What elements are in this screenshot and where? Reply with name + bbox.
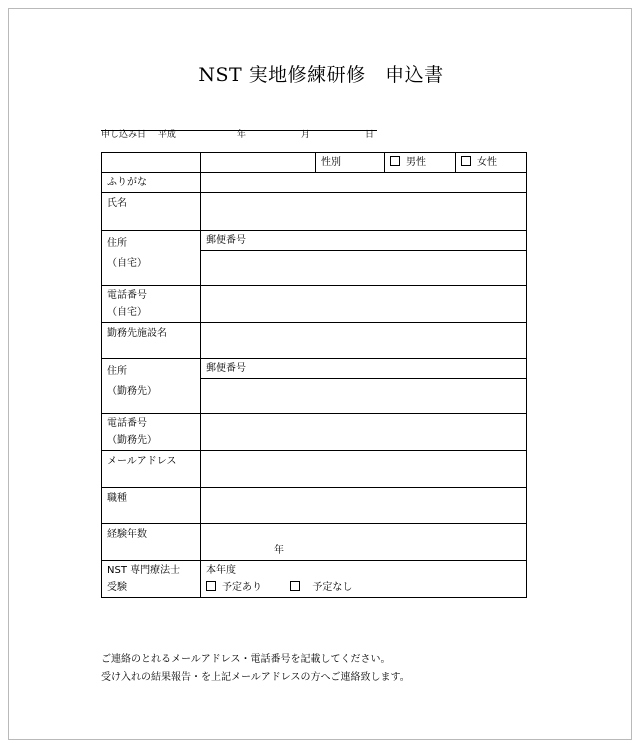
- note-line-1: ご連絡のとれるメールアドレス・電話番号を記載してください。: [101, 654, 391, 665]
- application-form-table: [101, 152, 527, 598]
- name-label: 氏名: [102, 193, 201, 231]
- date-month: 月: [301, 130, 311, 140]
- date-year: 年: [237, 130, 247, 140]
- application-date-line: [101, 130, 377, 140]
- work-phone-input[interactable]: [201, 414, 527, 451]
- table-row: [102, 359, 527, 379]
- table-row: [102, 286, 527, 323]
- table-row: [102, 153, 527, 173]
- date-prefix: 申し込み日 平成: [101, 130, 176, 140]
- name-input[interactable]: [201, 193, 527, 231]
- table-row: [102, 231, 527, 251]
- blank-input-cell[interactable]: [201, 153, 316, 173]
- work-address-label: 住所 （勤務先）: [102, 359, 201, 414]
- occupation-input[interactable]: [201, 488, 527, 524]
- experience-unit: 年: [274, 545, 284, 556]
- form-title: NST 実地修練研修 申込書: [198, 64, 444, 86]
- checkbox-icon[interactable]: [390, 156, 400, 166]
- exam-options: [201, 561, 527, 598]
- workplace-name-label: 勤務先施設名: [102, 323, 201, 359]
- home-phone-label: 電話番号 （自宅）: [102, 286, 201, 323]
- table-row: [102, 323, 527, 359]
- experience-label: 経験年数: [102, 524, 201, 561]
- note-line-2: 受け入れの結果報告・を上記メールアドレスの方へご連絡致します。: [101, 672, 410, 683]
- table-row: [102, 451, 527, 488]
- planned-option[interactable]: 予定あり: [222, 582, 262, 593]
- checkbox-icon[interactable]: [290, 581, 300, 591]
- furigana-label: ふりがな: [102, 173, 201, 193]
- home-address-input[interactable]: [201, 251, 527, 286]
- blank-cell: [102, 153, 201, 173]
- table-row: [102, 414, 527, 451]
- table-row: [102, 193, 527, 231]
- workplace-name-input[interactable]: [201, 323, 527, 359]
- table-row: [102, 173, 527, 193]
- female-option[interactable]: 女性: [456, 153, 527, 173]
- work-address-input[interactable]: [201, 379, 527, 414]
- exam-year: 本年度: [206, 565, 236, 576]
- table-row: [102, 488, 527, 524]
- home-address-label: 住所 （自宅）: [102, 231, 201, 286]
- checkbox-icon[interactable]: [206, 581, 216, 591]
- experience-input[interactable]: [201, 524, 527, 561]
- checkbox-icon[interactable]: [461, 156, 471, 166]
- exam-label: NST 専門療法士 受験: [102, 561, 201, 598]
- furigana-input[interactable]: [201, 173, 527, 193]
- gender-label: 性別: [316, 153, 385, 173]
- table-row: [102, 561, 527, 598]
- work-phone-label: 電話番号 （勤務先）: [102, 414, 201, 451]
- not-planned-option[interactable]: 予定なし: [312, 582, 353, 593]
- occupation-label: 職種: [102, 488, 201, 524]
- date-day: 日: [365, 130, 375, 140]
- email-label: メールアドレス: [102, 451, 201, 488]
- home-postal-code[interactable]: 郵便番号: [201, 231, 527, 251]
- table-row: [102, 524, 527, 561]
- male-option[interactable]: 男性: [385, 153, 456, 173]
- home-phone-input[interactable]: [201, 286, 527, 323]
- email-input[interactable]: [201, 451, 527, 488]
- work-postal-code[interactable]: 郵便番号: [201, 359, 527, 379]
